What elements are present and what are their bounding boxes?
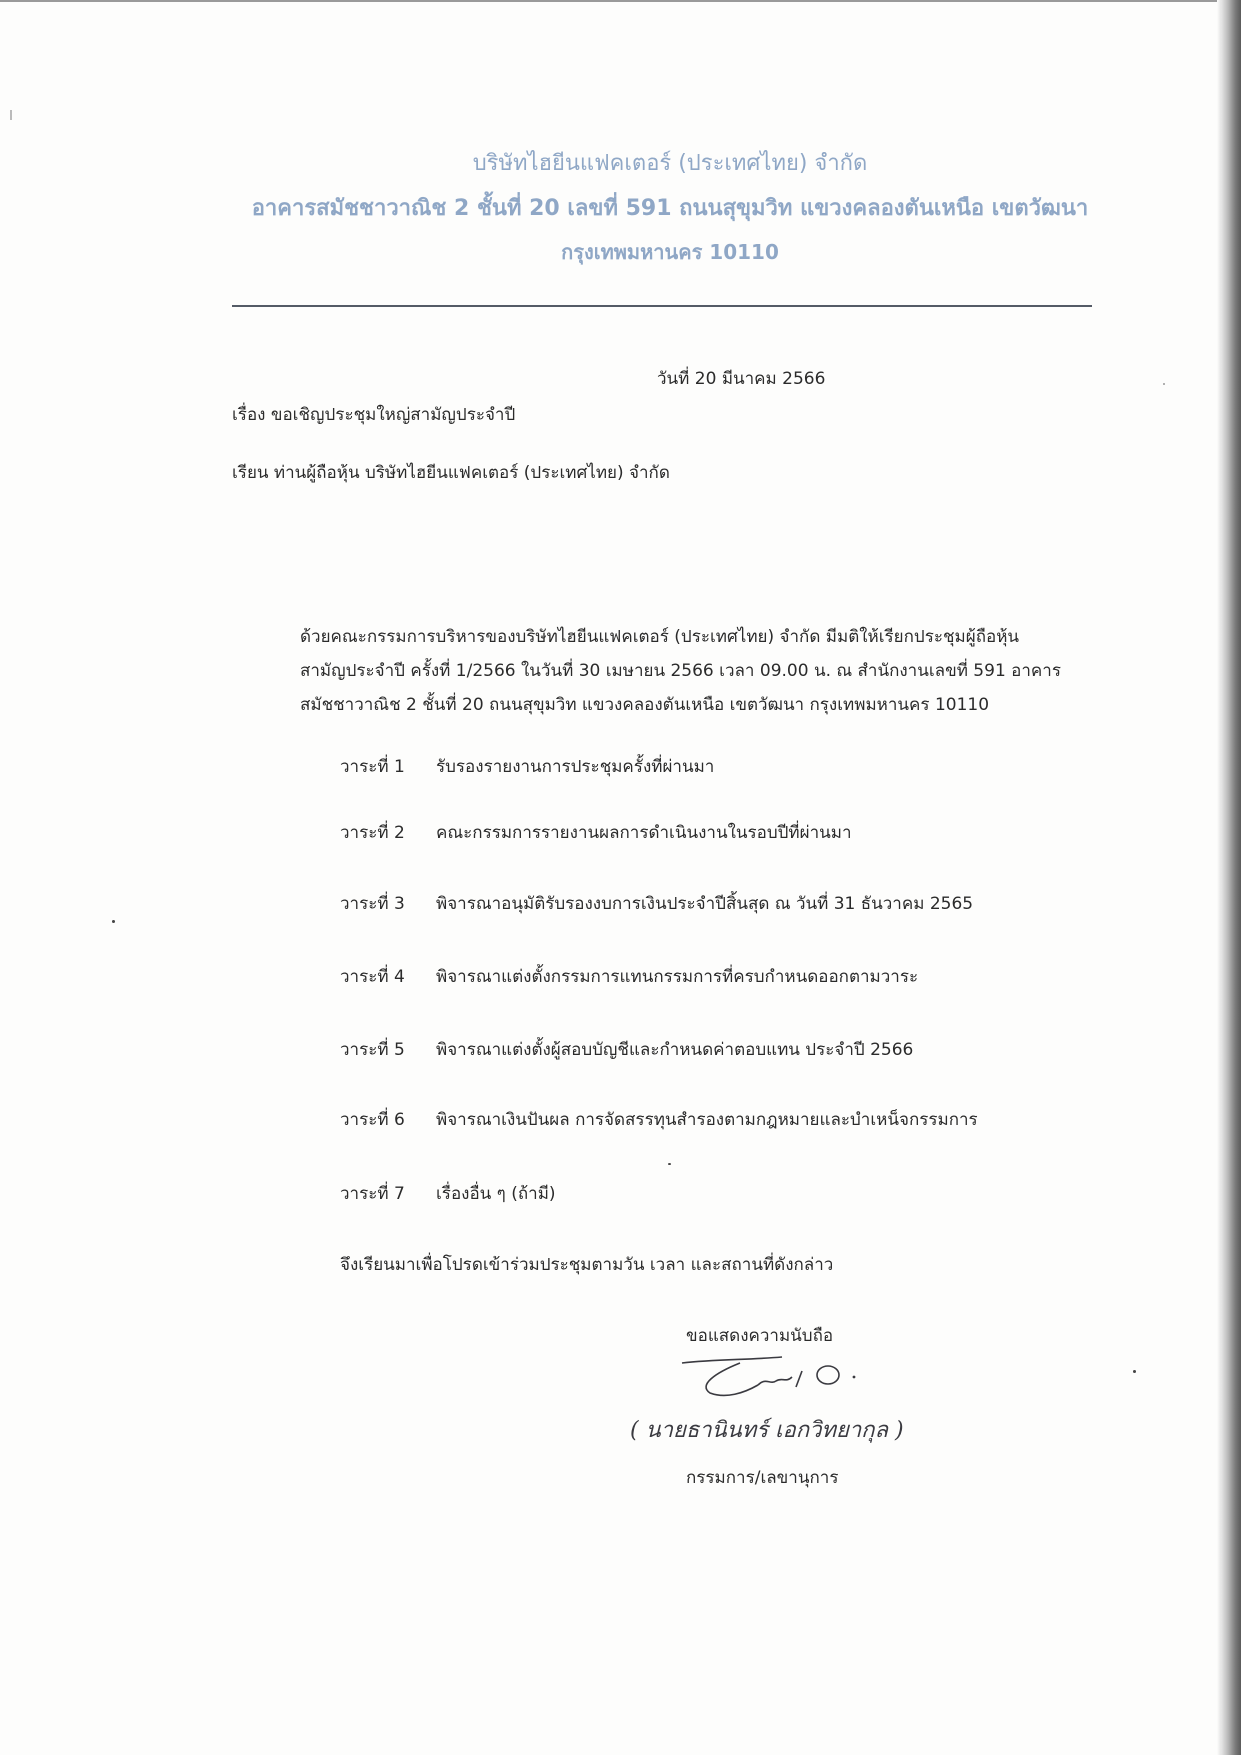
agenda-item-2: [340, 819, 852, 846]
closing-line: จึงเรียนมาเพื่อโปรดเข้าร่วมประชุมตามวัน เวลา และสถานที่ดังกล่าว: [340, 1255, 834, 1275]
company-city: กรุงเทพมหานคร 10110: [561, 240, 779, 264]
agenda-text: เรื่องอื่น ๆ (ถ้ามี): [436, 1184, 556, 1204]
signatory-role: กรรมการ/เลขานุการ: [686, 1468, 839, 1488]
scan-speck: [112, 920, 115, 923]
scan-speck: [1133, 1370, 1136, 1373]
body-line: ด้วยคณะกรรมการบริหารของบริษัทไฮยีนแฟคเตอร์ (ประเทศไทย) จำกัด มีมติให้เรียกประชุมผู้ถือหุ้น: [300, 627, 1020, 647]
scan-speck: [10, 110, 12, 120]
agenda-text: พิจารณาแต่งตั้งผู้สอบบัญชีและกำหนดค่าตอบแทน ประจำปี 2566: [436, 1040, 914, 1060]
agenda-label: วาระที่ 3: [340, 894, 405, 914]
agenda-item-5: [340, 1036, 913, 1063]
scan-right-edge: [1221, 0, 1241, 1755]
agenda-label: วาระที่ 6: [340, 1110, 405, 1130]
body-line: สามัญประจำปี ครั้งที่ 1/2566 ในวันที่ 30 เมษายน 2566 เวลา 09.00 น. ณ สำนักงานเลขที่ 591 อาคาร: [300, 661, 1061, 681]
agenda-text: พิจารณาแต่งตั้งกรรมการแทนกรรมการที่ครบกำหนดออกตามวาระ: [436, 967, 919, 987]
agenda-item-4: [340, 963, 918, 990]
agenda-item-6: [340, 1106, 978, 1133]
letter-date: วันที่ 20 มีนาคม 2566: [657, 369, 826, 389]
agenda-item-3: [340, 890, 973, 917]
scan-speck: [1163, 383, 1165, 385]
agenda-item-7: [340, 1180, 556, 1207]
agenda-label: วาระที่ 1: [340, 757, 405, 777]
regards-line: ขอแสดงความนับถือ: [686, 1326, 834, 1346]
agenda-text: พิจารณาเงินปันผล การจัดสรรทุนสำรองตามกฎหมายและบำเหน็จกรรมการ: [436, 1110, 978, 1130]
agenda-text: รับรองรายงานการประชุมครั้งที่ผ่านมา: [436, 757, 715, 777]
scan-top-edge: [0, 0, 1241, 2]
signatory-name: ( นายธานินทร์ เอกวิทยากุล ): [630, 1418, 904, 1443]
header-divider: [232, 305, 1092, 307]
agenda-label: วาระที่ 7: [340, 1184, 405, 1204]
company-address: อาคารสมัชชาวาณิช 2 ชั้นที่ 20 เลขที่ 591 ถนนสุขุมวิท แขวงคลองตันเหนือ เขตวัฒนา: [251, 196, 1089, 221]
agenda-label: วาระที่ 4: [340, 967, 405, 987]
agenda-item-1: [340, 753, 714, 780]
agenda-label: วาระที่ 5: [340, 1040, 405, 1060]
letter-recipient: เรียน ท่านผู้ถือหุ้น บริษัทไฮยีนแฟคเตอร์ (ประเทศไทย) จำกัด: [232, 463, 670, 483]
scan-speck: [668, 1163, 671, 1165]
agenda-label: วาระที่ 2: [340, 823, 405, 843]
agenda-text: คณะกรรมการรายงานผลการดำเนินงานในรอบปีที่ผ่านมา: [436, 823, 852, 843]
body-line: สมัชชาวาณิช 2 ชั้นที่ 20 ถนนสุขุมวิท แขวงคลองตันเหนือ เขตวัฒนา กรุงเทพมหานคร 10110: [300, 695, 990, 715]
letter-subject: เรื่อง ขอเชิญประชุมใหญ่สามัญประจำปี: [232, 405, 516, 425]
agenda-text: พิจารณาอนุมัติรับรองงบการเงินประจำปีสิ้นสุด ณ วันที่ 31 ธันวาคม 2565: [436, 894, 974, 914]
handwritten-signature: [620, 1355, 950, 1465]
company-name: บริษัทไฮยีนแฟคเตอร์ (ประเทศไทย) จำกัด: [472, 151, 868, 176]
letter-body: [300, 620, 1120, 722]
